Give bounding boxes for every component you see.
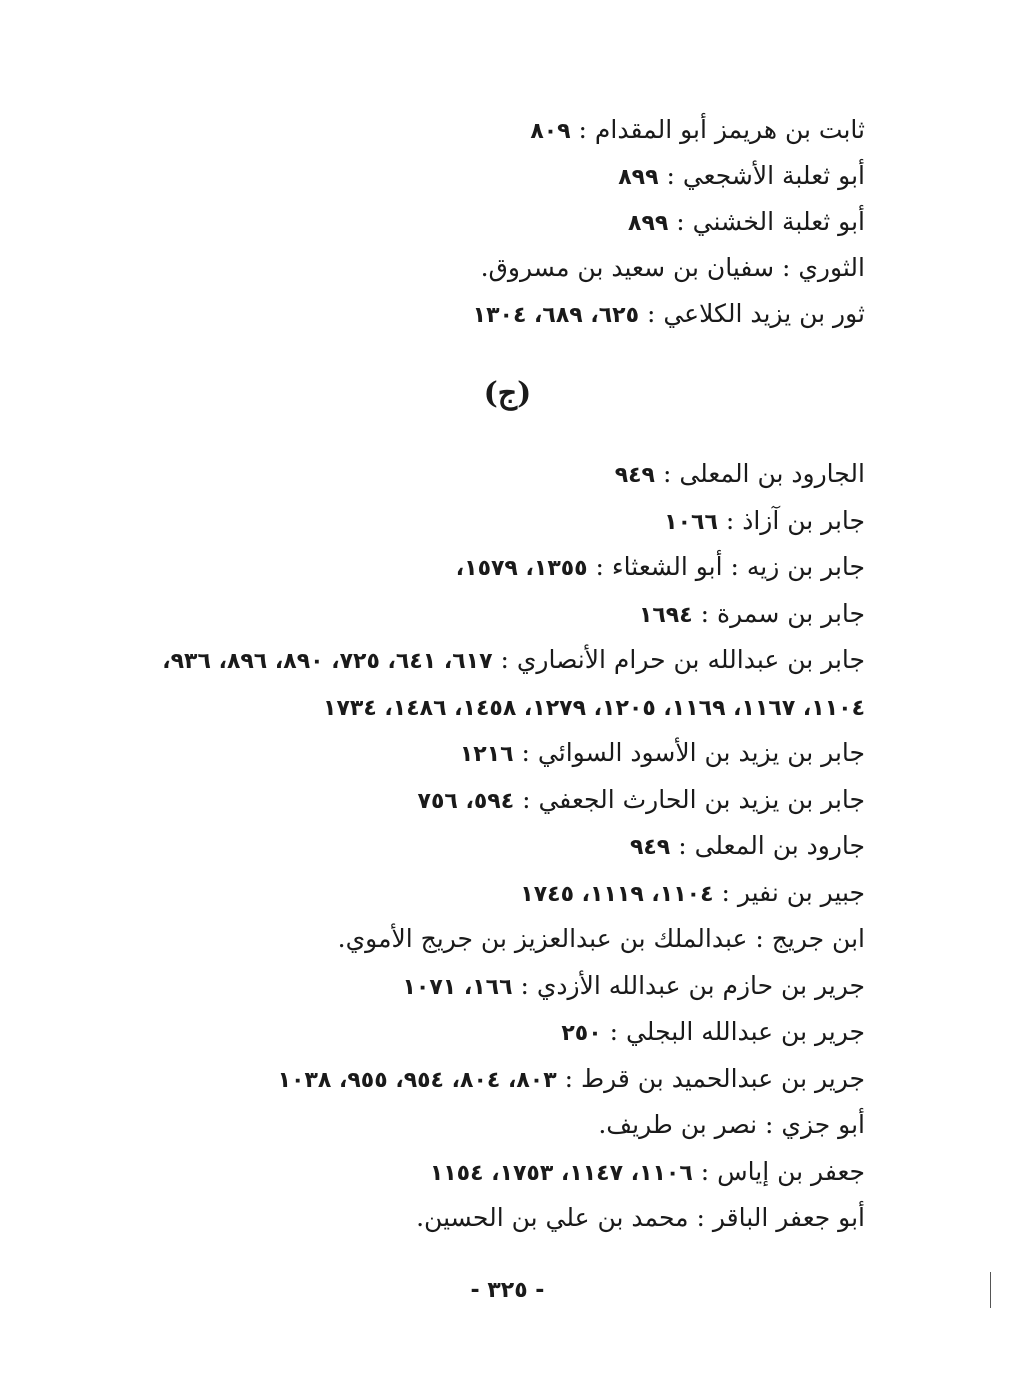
index-entry: أبو جعفر الباقر : محمد بن علي بن الحسين.	[416, 1203, 865, 1232]
section-heading: (ج)	[483, 376, 532, 411]
index-entry: جبير بن نفير : ١١٠٤، ١١١٩، ١٧٤٥	[520, 877, 865, 907]
index-entry: جعفر بن إياس : ١١٠٦، ١١٤٧، ١٧٥٣، ١١٥٤	[429, 1156, 865, 1186]
index-entry: الثوري : سفيان بن سعيد بن مسروق.	[480, 253, 865, 282]
entry-numbers: ١٠٦٦	[664, 509, 718, 535]
index-entries-top	[145, 108, 865, 338]
page-number: - ٣٢٥ -	[470, 1278, 545, 1303]
entry-numbers: ١٦٩٤	[638, 602, 693, 628]
index-entry: جرير بن حازم بن عبدالله الأزدي : ١٦٦، ١٠٧١	[402, 970, 865, 1000]
index-entry: ابن جريج : عبدالملك بن عبدالعزيز بن جريج الأموي.	[337, 924, 865, 953]
index-entries-main	[145, 452, 865, 1243]
entry-numbers: ٩٤٩	[614, 463, 655, 488]
index-entry: جابر بن سمرة : ١٦٩٤	[638, 598, 865, 628]
index-entry: جابر بن عبدالله بن حرام الأنصاري : ٦١٧، ٦٤١، ٧٢٥، ٨٩٠، ٨٩٦، ٩٣٦، ١١٠٤، ١١٦٧، ١١٦٩، ١٢٠٥، ١٢٧٩، ١٤٥٨، ١٤٨٦، ١٧٣٤	[162, 645, 865, 721]
index-entry: ثور بن يزيد الكلاعي : ٦٢٥، ٦٨٩، ١٣٠٤	[472, 299, 865, 328]
entry-numbers: ٢٥٠	[561, 1021, 602, 1046]
index-entry: جابر بن زيه : أبو الشعثاء : ١٣٥٥، ١٥٧٩،	[455, 552, 865, 581]
entry-numbers: ١٦٦، ١٠٧١	[402, 974, 513, 1000]
entry-numbers: ١١٠٤، ١١١٩، ١٧٤٥	[520, 881, 714, 907]
entry-numbers: ١٣٥٥، ١٥٧٩،	[455, 556, 588, 581]
entry-numbers: ٨٩٩	[618, 165, 659, 190]
entry-numbers: ١٢١٦	[459, 742, 514, 767]
index-entry: أبو ثعلبة الأشجعي : ٨٩٩	[618, 161, 865, 190]
margin-mark	[990, 1272, 991, 1308]
entry-numbers: ٨٩٩	[628, 211, 669, 236]
index-entry: جابر بن يزيد بن الأسود السوائي : ١٢١٦	[459, 738, 865, 767]
index-entry: ثابت بن هريمز أبو المقدام : ٨٠٩	[530, 115, 865, 144]
entry-numbers: ١١٠٦، ١١٤٧، ١٧٥٣، ١١٥٤	[429, 1160, 693, 1186]
index-entry: جابر بن آزاذ : ١٠٦٦	[664, 505, 865, 535]
entry-numbers: ٨٠٩	[530, 119, 571, 144]
entry-numbers: ٥٩٤، ٧٥٦	[417, 788, 515, 814]
index-entry: جرير بن عبدالله البجلي : ٢٥٠	[561, 1017, 865, 1046]
entry-numbers: ٦٢٥، ٦٨٩، ١٣٠٤	[472, 303, 640, 328]
index-entry: جابر بن يزيد بن الحارث الجعفي : ٥٩٤، ٧٥٦	[417, 784, 865, 814]
entry-numbers: ٦١٧، ٦٤١، ٧٢٥، ٨٩٠، ٨٩٦، ٩٣٦، ١١٠٤، ١١٦٧، ١١٦٩، ١٢٠٥، ١٢٧٩، ١٤٥٨، ١٤٨٦، ١٧٣٤	[162, 649, 865, 721]
index-entry: أبو جزي : نصر بن طريف.	[598, 1110, 865, 1139]
index-entry: أبو ثعلبة الخشني : ٨٩٩	[628, 207, 865, 236]
index-entry: جرير بن عبدالحميد بن قرط : ٨٠٣، ٨٠٤، ٩٥٤، ٩٥٥، ١٠٣٨	[277, 1063, 865, 1093]
entry-numbers: ٨٠٣، ٨٠٤، ٩٥٤، ٩٥٥، ١٠٣٨	[277, 1067, 557, 1093]
index-entry: الجارود بن المعلى : ٩٤٩	[614, 459, 865, 488]
entry-numbers: ٩٤٩	[629, 835, 671, 860]
index-entry: جارود بن المعلى : ٩٤٩	[629, 831, 865, 860]
